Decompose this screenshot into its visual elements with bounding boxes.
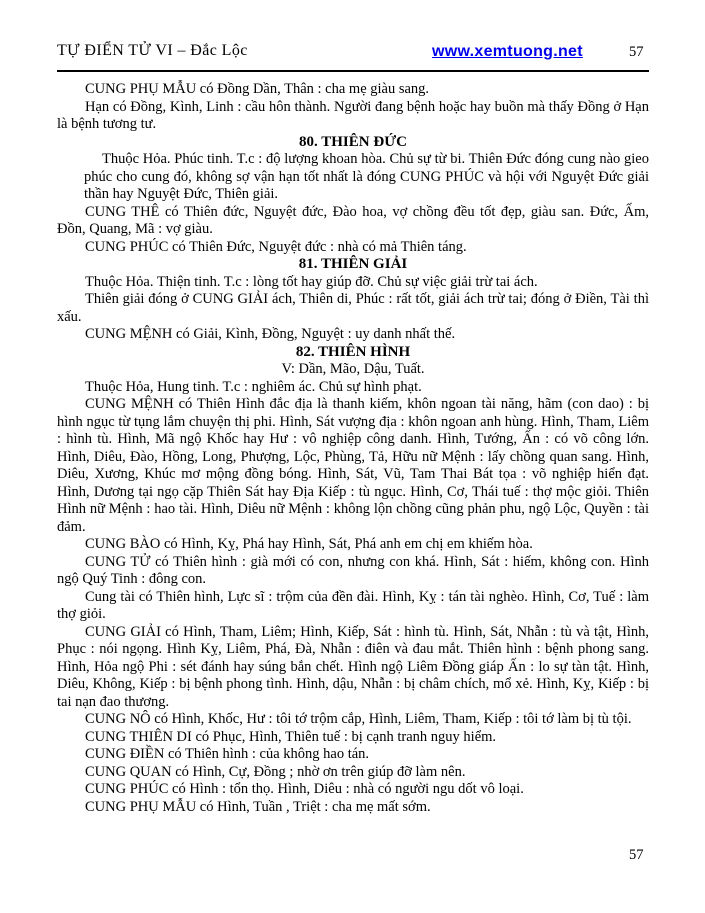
paragraph: CUNG QUAN có Hình, Cự, Đồng ; nhờ ơn trên giúp đỡ làm nên.	[85, 763, 466, 780]
paragraph: Thiên giải đóng ở CUNG GIẢI ách, Thiên di, Phúc : rất tốt, giải ách trừ tai; đóng ở Điền, Tài thì xấu.	[57, 291, 649, 325]
paragraph: Thuộc Hỏa. Thiện tinh. T.c : lòng tốt hay giúp đỡ. Chủ sự việc giải trừ tai ách.	[85, 273, 538, 290]
paragraph: CUNG THIÊN DI có Phục, Hình, Thiên tuế : bị cạnh tranh nguy hiểm.	[85, 728, 497, 745]
paragraph: CUNG PHỤ MẪU có Đồng Dần, Thân : cha mẹ giàu sang.	[85, 81, 430, 97]
paragraph: CUNG PHÚC có Hình : tổn thọ. Hình, Diêu : nhà có người ngu dốt vô loại.	[85, 781, 524, 797]
paragraph: CUNG MỆNH có Giải, Kình, Đồng, Nguyệt : uy danh nhất thế.	[85, 326, 456, 342]
section-heading-82: 82. THIÊN HÌNH	[295, 343, 411, 360]
paragraph: CUNG BÀO có Hình, Kỵ, Phá hay Hình, Sát, Phá anh em chị em khiếm hòa.	[85, 536, 533, 552]
paragraph: CUNG TỬ có Thiên hình : già mới có con, nhưng con khá. Hình, Sát : hiếm, không con. Hình ngộ Quý Tinh : đông con.	[57, 553, 649, 587]
document-body	[57, 81, 649, 816]
paragraph: CUNG PHỤ MẪU có Hình, Tuần , Triệt : cha mẹ mất sớm.	[85, 798, 431, 815]
footer-page-number: 57	[629, 847, 644, 863]
header-website-link[interactable]: www.xemtuong.net	[432, 43, 583, 60]
paragraph: CUNG ĐIỀN có Thiên hình : của không hao tán.	[85, 746, 370, 762]
section-heading-81: 81. THIÊN GIẢI	[298, 256, 408, 272]
paragraph: CUNG MỆNH có Thiên Hình đắc địa là thanh kiếm, khôn ngoan tài năng, hãm (con dao) : bị hình ngục từ tụng lắm chuyện thị phi. Hình, Sát vượng địa : khôn ngoan anh hùng. Hình, Tham, Liêm : hình tù. Hình, Mã ngộ Khốc hay Hư : vô nghiệp công danh. Hình, Tướng, Ấn : có võ công lớn. Hình, Diêu, Đào, Hồng, Long, Phượng, Lộc, Phùng, Tả, Hữu nữ Mệnh : lấy chồng quan sang. Hình, Diêu, Xương, Khúc mơ mộng đồng bóng. Hình, Sát, Vũ, Tam Thai Bát tọa : võ nghiệp hiển đạt. Hình, Dương tại ngọ cặp Thiên Sát hay Địa Kiếp : tù ngục. Hình, Cơ, Thái tuế : thợ mộc giỏi. Thiên Hình nữ Mệnh : hao tài. Hình, Diêu nữ Mệnh : không lộn chồng cũng phản phu, ngộ Lộc, Quyền : tài đảm.	[57, 396, 649, 535]
paragraph: Thuộc Hỏa. Phúc tinh. T.c : độ lượng khoan hòa. Chủ sự từ bi. Thiên Đức đóng cung nào gieo phúc cho cung đó, không sợ vận hạn tốt nhất là đóng CUNG PHÚC và hội với Nguyệt Đức giải thần hay Nguyệt Đức, Thiên giải.	[84, 151, 649, 202]
section-subheading: V: Dần, Mão, Dậu, Tuất.	[281, 361, 425, 377]
paragraph: CUNG PHÚC có Thiên Đức, Nguyệt đức : nhà có mả Thiên táng.	[85, 238, 467, 255]
paragraph: Cung tài có Thiên hình, Lực sĩ : trộm của đền đài. Hình, Kỵ : tán tài nghèo. Hình, Cơ, Tuế : làm thợ giỏi.	[57, 588, 649, 622]
paragraph: Thuộc Hỏa, Hung tinh. T.c : nghiêm ác. Chủ sự hình phạt.	[85, 378, 422, 395]
header-page-number: 57	[629, 44, 644, 60]
header-rule	[57, 70, 649, 72]
header-book-title: TỰ ĐIỂN TỬ VI – Đắc Lộc	[57, 42, 248, 59]
paragraph: Hạn có Đồng, Kình, Linh : cầu hôn thành. Người đang bệnh hoặc hay buồn mà thấy Đồng ở Hạn là bệnh tương tư.	[57, 98, 649, 132]
section-heading-80: 80. THIÊN ĐỨC	[299, 133, 407, 150]
paragraph: CUNG GIẢI có Hình, Tham, Liêm; Hình, Kiếp, Sát : hình tù. Hình, Sát, Nhẫn : tù và tật, Hình, Phục : nói ngọng. Hình Kỵ, Liêm, Phá, Đà, Nhẫn : điên và đau mắt. Thiên hình : bệnh phong sang. Hình, Hỏa ngộ Phi : sét đánh hay súng bắn chết. Hình ngộ Liêm Đồng giáp Ấn : lo sự tàn tật. Hình, Diêu, Không, Kiếp : bị bệnh phong tình. Hình, dậu, Nhẫn : bị châm chích, mổ xẻ. Hình, Kỵ, Kiếp : bị tai nạn đao thương.	[57, 623, 649, 710]
paragraph: CUNG NÔ có Hình, Khốc, Hư : tôi tớ trộm cắp, Hình, Liêm, Tham, Kiếp : tôi tớ làm bị tù tội.	[85, 711, 632, 727]
paragraph: CUNG THÊ có Thiên đức, Nguyệt đức, Đào hoa, vợ chồng đều tốt đẹp, giàu san. Đức, Ấm, Đồn, Quang, Mã : vợ giàu.	[57, 203, 649, 237]
